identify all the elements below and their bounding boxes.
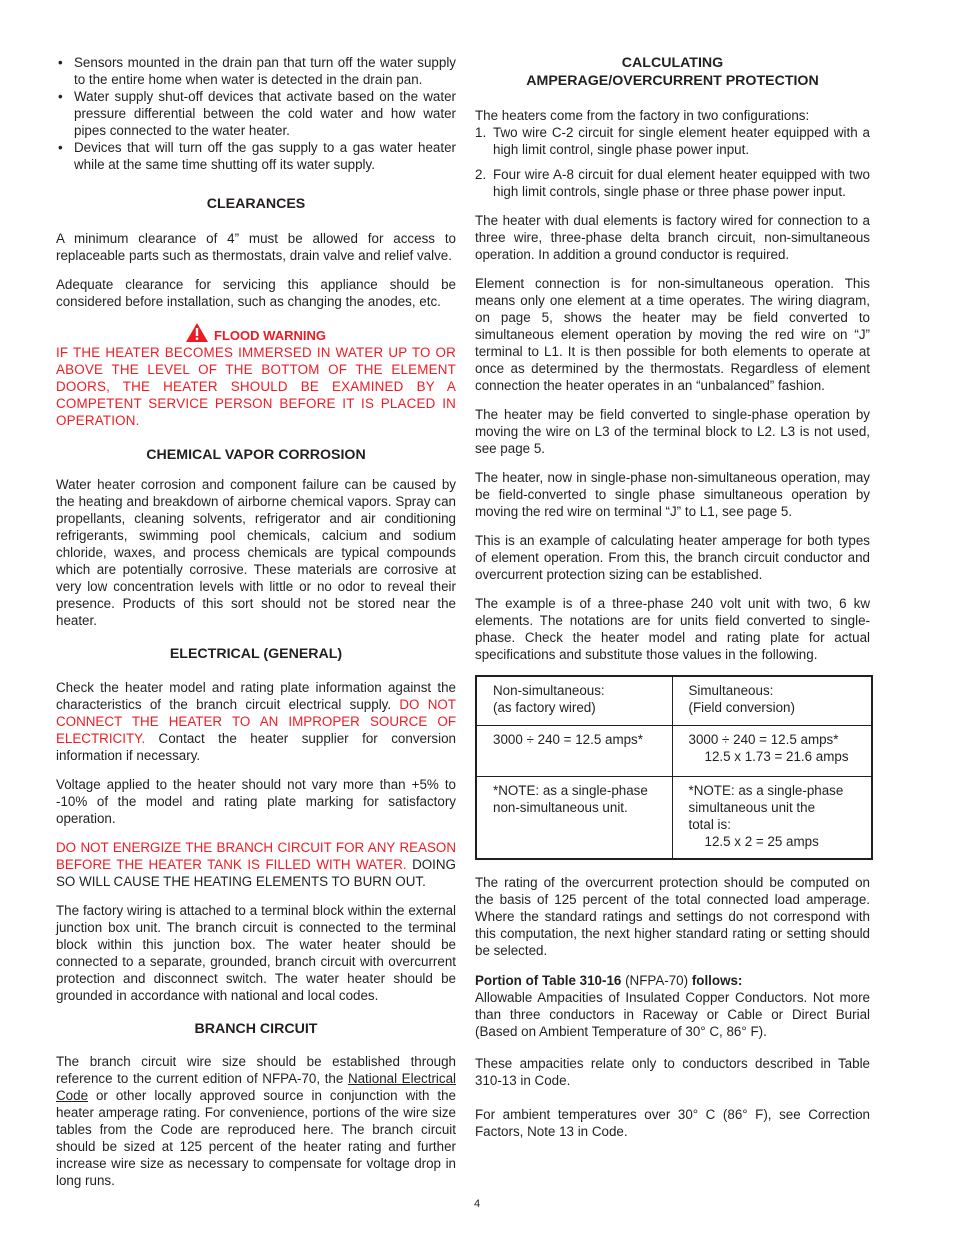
table-cell — [476, 676, 672, 725]
simultaneous-paragraph: The heater, now in single-phase non-simultaneous operation, may be field-converted to single phase simultaneous operation by moving the red wire on terminal “J” to L1, see page 5. — [475, 470, 870, 519]
element-connection-paragraph: Element connection is for non-simultaneous operation. This means only one element at a time operates. The wiring diagram, on page 5, shows the heater may be field converted to simultaneous element operation by moving the red wire on “J” terminal to L1. It is then possible for both elements to operate at once as determined by the thermostats. Regardless of element connection the heater operates in an “unbalanced” fashion. — [475, 276, 870, 393]
table-row — [476, 725, 872, 776]
divide-symbol: ÷ — [526, 731, 534, 747]
cell-text: 240 = 12.5 amps* — [537, 731, 643, 747]
nec-reference: National Electrical Code — [56, 1071, 456, 1103]
calculating-heading — [475, 54, 870, 90]
portion-heading — [475, 972, 870, 989]
voltage-paragraph: Voltage applied to the heater should not vary more than +5% to -10% of the model and rating plate marking for satisfactory operation. — [56, 777, 456, 826]
energize-paragraph — [56, 839, 456, 890]
single-phase-paragraph: The heater may be field converted to single-phase operation by moving the wire on L3 of the terminal block to L2. L3 is not used, see page 5. — [475, 407, 870, 456]
cell-text: 12.5 x 2 = 25 amps — [704, 833, 819, 849]
clearances-paragraph: Adequate clearance for servicing this appliance should be considered before installation, such as changing the anodes, etc. — [56, 277, 456, 309]
list-number: 2. — [475, 167, 487, 182]
table-cell — [476, 776, 672, 859]
three-phase-paragraph: The example is of a three-phase 240 volt unit with two, 6 kw elements. The notations are for units field converted to single-phase. Check the heater model and rating plate for actual specifications and substitute those values in the following. — [475, 596, 870, 662]
ampacities-paragraph: These ampacities relate only to conductors described in Table 310-13 in Code. — [475, 1055, 870, 1088]
branch-paragraph — [56, 1053, 456, 1189]
cell-text: total is: — [688, 816, 731, 832]
list-item — [475, 124, 870, 158]
cell-text: 3000 — [493, 731, 523, 747]
amperage-table — [475, 675, 873, 860]
branch-text: or other locally approved source in conjunction with the heater amperage rating. For convenience, portions of the wire size tables from the Code are reproduced here. The branch circuit should be sized at 125 percent of the heater rating and further increase wire size as necessary to compensate for voltage drop in long runs. — [56, 1088, 456, 1188]
electrical-warning-text: DO NOT CONNECT THE HEATER TO AN IMPROPER SOURCE OF ELECTRICITY. — [56, 697, 456, 746]
divide-symbol: ÷ — [722, 731, 730, 747]
list-item: • Water supply shut-off devices that activate based on the water pressure differential between the cold water and how water pipes connected to the water heater. — [56, 88, 456, 139]
cell-text: *NOTE: as a single-phase — [493, 782, 648, 798]
list-item — [475, 166, 870, 200]
list-item: • Devices that will turn off the gas supply to a gas water heater while at the same time shutting off its water supply. — [56, 139, 456, 173]
energize-warning-text: DO NOT ENERGIZE THE BRANCH CIRCUIT FOR ANY REASON BEFORE THE HEATER TANK IS FILLED WITH WATER. — [56, 840, 456, 872]
page-number: 4 — [473, 1198, 481, 1210]
cell-text: 240 = 12.5 amps* — [733, 731, 839, 747]
list-text: Four wire A-8 circuit for dual element heater equipped with two high limit controls, single phase or three phase power input. — [493, 167, 870, 199]
cell-text: 3000 — [688, 731, 719, 747]
wiring-paragraph: The factory wiring is attached to a terminal block within the external junction box unit. The branch circuit is connected to the terminal block within this junction box. The water heater should be connected to a separate, grounded, branch circuit with overcurrent protection and disconnect switch. The water heater should be grounded in accordance with national and local codes. — [56, 903, 456, 1003]
chemical-heading: CHEMICAL VAPOR CORROSION — [146, 447, 366, 463]
list-item: • Sensors mounted in the drain pan that turn off the water supply to the entire home when water is detected in the drain pan. — [56, 54, 456, 88]
flood-warning-text: IF THE HEATER BECOMES IMMERSED IN WATER UP TO OR ABOVE THE LEVEL OF THE BOTTOM OF THE ELEMENT DOORS, THE HEATER SHOULD BE EXAMINED BY A COMPETENT SERVICE PERSON BEFORE IT IS PLACED IN OPERATION. — [56, 345, 456, 428]
portion-bold: Portion of Table 310-16 — [475, 972, 622, 988]
portion-normal: (NFPA-70) — [625, 972, 689, 988]
table-cell — [672, 676, 872, 725]
energize-text: DOING SO WILL CAUSE THE HEATING ELEMENTS TO BURN OUT. — [56, 857, 456, 889]
electrical-heading: ELECTRICAL (GENERAL) — [169, 646, 343, 662]
cell-text: Simultaneous: — [688, 683, 774, 698]
safety-device-list — [56, 54, 456, 173]
config-list — [475, 124, 870, 200]
flood-warning-title: FLOOD WARNING — [214, 328, 326, 343]
table-cell — [476, 725, 672, 776]
electrical-text: Contact the heater supplier for conversion information if necessary. — [56, 731, 456, 763]
table-cell — [672, 776, 872, 859]
ambient-paragraph: For ambient temperatures over 30° C (86° F), see Correction Factors, Note 13 in Code. — [475, 1106, 870, 1139]
example-paragraph: This is an example of calculating heater amperage for both types of element operation. From this, the branch circuit conductor and overcurrent protection sizing can be established. — [475, 533, 870, 582]
chemical-paragraph: Water heater corrosion and component failure can be caused by the heating and breakdown of airborne chemical vapors. Spray can propellants, cleaning solvents, refrigerator and air conditioning refrigerants, swimming pool chemicals, calcium and sodium chloride, waxes, and process chemicals are typical compounds which are potentially corrosive. These materials are corrosive at very low concentration levels with little or no odor to reveal their presence. Products of this sort should not be stored near the heater. — [56, 477, 456, 628]
cell-text: simultaneous unit the — [688, 799, 816, 815]
right-column — [475, 54, 870, 1140]
table-row — [476, 776, 872, 859]
calculating-heading-line: CALCULATING — [621, 55, 724, 71]
electrical-paragraph — [56, 679, 456, 764]
list-number: 1. — [475, 125, 487, 140]
clearances-paragraph: A minimum clearance of 4” must be allowed for access to replaceable parts such as thermostats, drain valve and relief valve. — [56, 231, 456, 263]
table-cell — [672, 725, 872, 776]
branch-text: The branch circuit wire size should be established through reference to the current edition of NFPA-70, the — [56, 1054, 456, 1086]
flood-warning-heading — [56, 323, 456, 344]
branch-heading: BRANCH CIRCUIT — [194, 1021, 318, 1037]
dual-element-paragraph: The heater with dual elements is factory wired for connection to a three wire, three-phase delta branch circuit, non-simultaneous operation. In addition a ground conductor is required. — [475, 213, 870, 262]
cell-text: (as factory wired) — [493, 700, 596, 715]
overcurrent-paragraph: The rating of the overcurrent protection should be computed on the basis of 125 percent of the total connected load amperage. Where the standard ratings and settings do not correspond with this computation, the next higher standard rating or setting should be selected. — [475, 874, 870, 958]
cell-text: (Field conversion) — [688, 700, 795, 715]
list-text: Two wire C-2 circuit for single element heater equipped with a high limit control, single phase power input. — [493, 125, 870, 157]
clearances-heading: CLEARANCES — [206, 196, 306, 212]
left-column — [56, 54, 456, 1189]
table-row — [476, 676, 872, 725]
portion-bold: follows: — [691, 972, 743, 988]
cell-text: Non-simultaneous: — [493, 683, 605, 698]
warning-triangle-icon — [186, 323, 208, 342]
calculating-heading-line: AMPERAGE/OVERCURRENT PROTECTION — [526, 73, 819, 89]
cell-text: 12.5 x 1.73 = 21.6 amps — [704, 748, 849, 764]
config-intro: The heaters come from the factory in two configurations: — [475, 108, 810, 123]
cell-text: non-simultaneous unit. — [493, 799, 628, 815]
allowable-paragraph: Allowable Ampacities of Insulated Copper Conductors. Not more than three conductors in Raceway or Cable or Direct Burial (Based on Ambient Temperature of 30° C, 86° F). — [475, 989, 870, 1039]
electrical-text: Check the heater model and rating plate information against the characteristics of the branch circuit electrical supply. — [56, 680, 456, 712]
cell-text: *NOTE: as a single-phase — [688, 782, 844, 798]
